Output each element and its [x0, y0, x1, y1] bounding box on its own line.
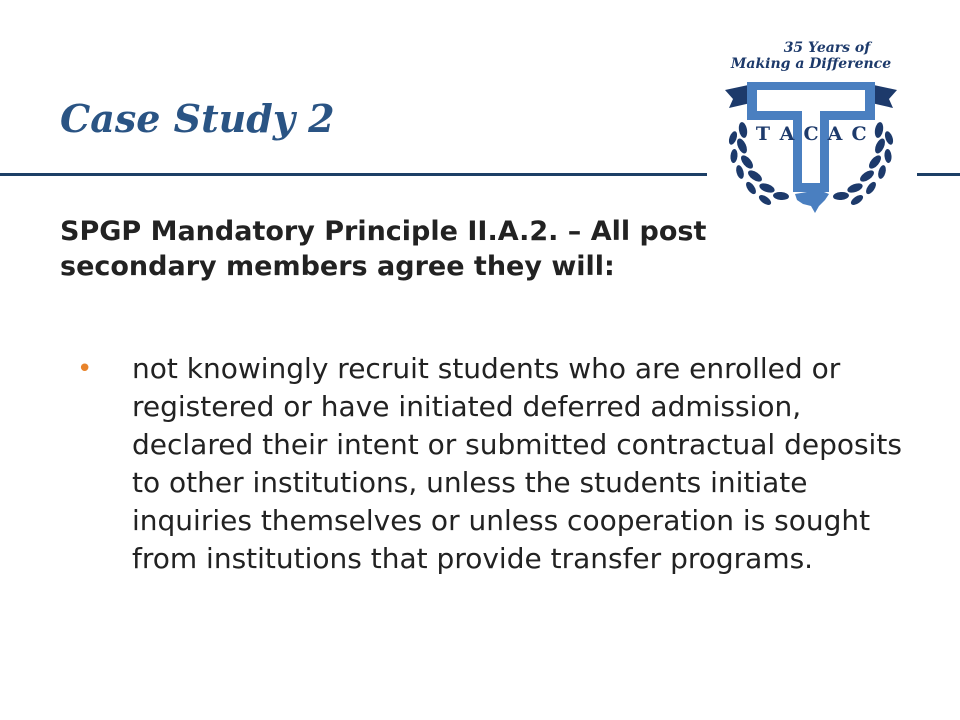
- logo-letter-c: C: [803, 123, 819, 145]
- principle-heading: SPGP Mandatory Principle II.A.2. – All post secondary members agree they will:: [60, 216, 707, 282]
- bullet-text: not knowingly recruit students who are enrolled or registered or have initiated deferred admission, declared their intent or submitted contractual deposits to other institutions, unless the students initiate inquiries themselves or unless cooperation is sought from institutions that provide transfer programs.: [132, 352, 902, 575]
- logo-tagline-line2: Making a Difference: [730, 56, 892, 72]
- title-rule-left: [0, 173, 707, 176]
- list-item: [60, 350, 920, 578]
- tacac-logo-graphic: [715, 38, 907, 220]
- bullet-marker: •: [77, 354, 93, 384]
- logo-letter-a2: A: [827, 123, 843, 145]
- tacac-logo: [715, 38, 907, 220]
- logo-letter-c2: C: [851, 123, 867, 145]
- bullet-list: [60, 350, 920, 578]
- logo-tagline-line1: 35 Years of: [783, 40, 871, 56]
- slide-title: Case Study 2: [60, 96, 335, 141]
- logo-letter-a: A: [779, 123, 795, 145]
- logo-letter-t: T: [755, 123, 771, 145]
- title-rule-right: [917, 173, 960, 176]
